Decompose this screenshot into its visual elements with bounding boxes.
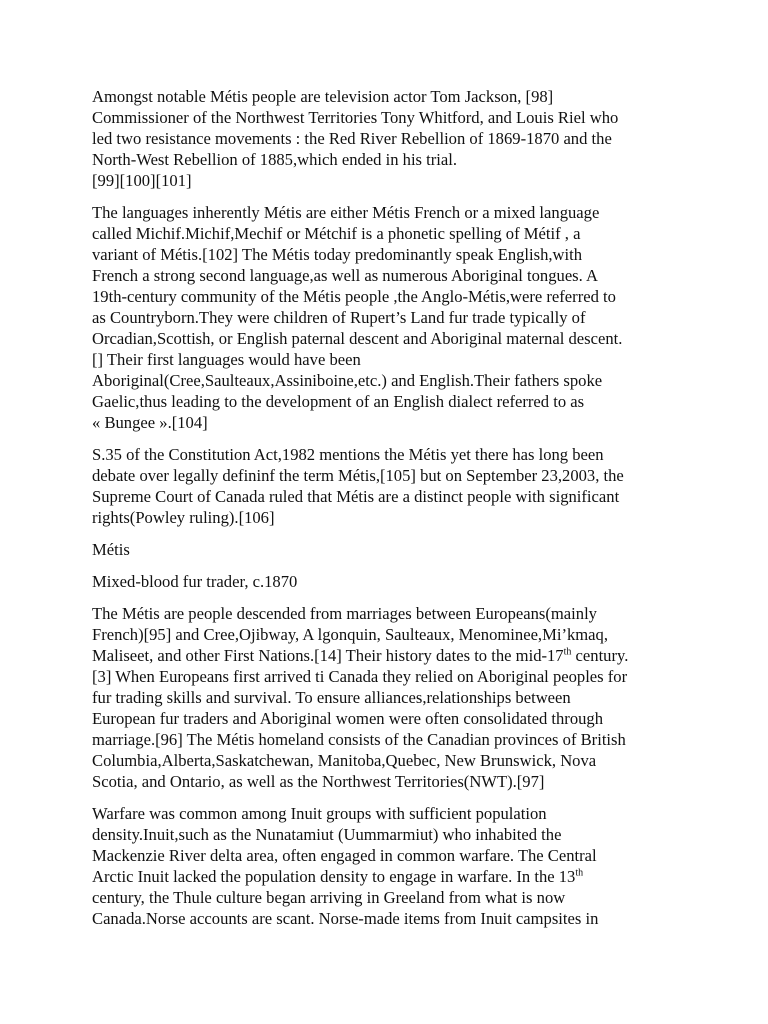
paragraph-caption: [92, 571, 692, 592]
text-line: European fur traders and Aboriginal women were often consolidated through: [92, 709, 604, 728]
text-line: The Métis are people descended from marriages between Europeans(mainly: [92, 604, 597, 623]
text-line: century, the Thule culture began arriving in Greeland from what is now: [92, 888, 566, 907]
text-line: Scotia, and Ontario, as well as the Northwest Territories(NWT).[97]: [92, 772, 545, 791]
text-line: « Bungee ».[104]: [92, 413, 208, 432]
text-line: Warfare was common among Inuit groups with sufficient population: [92, 804, 547, 823]
text-line: The languages inherently Métis are either Métis French or a mixed language: [92, 203, 600, 222]
paragraph-metis-heading: [92, 539, 692, 560]
text-run: century.: [571, 646, 629, 665]
text-line: led two resistance movements : the Red River Rebellion of 1869-1870 and the: [92, 129, 612, 148]
text-run: Maliseet, and other First Nations.[14] Their history dates to the mid-17: [92, 646, 564, 665]
text-line: as Countryborn.They were children of Rupert’s Land fur trade typically of: [92, 308, 586, 327]
text-line: [] Their first languages would have been: [92, 350, 361, 369]
text-line: French a strong second language,as well as numerous Aboriginal tongues. A: [92, 266, 599, 285]
text-line: [92, 866, 692, 887]
text-line: Columbia,Alberta,Saskatchewan, Manitoba,Quebec, New Brunswick, Nova: [92, 751, 597, 770]
text-line: debate over legally defininf the term Métis,[105] but on September 23,2003, the: [92, 466, 624, 485]
text-line: Gaelic,thus leading to the development of an English dialect referred to as: [92, 392, 585, 411]
text-line: [99][100][101]: [92, 171, 192, 190]
text-line: S.35 of the Constitution Act,1982 mentions the Métis yet there has long been: [92, 445, 604, 464]
text-line: Amongst notable Métis people are television actor Tom Jackson, [98]: [92, 87, 554, 106]
text-line: variant of Métis.[102] The Métis today predominantly speak English,with: [92, 245, 583, 264]
paragraph-inuit-warfare: [92, 803, 692, 929]
text-line: Métis: [92, 540, 130, 559]
text-line: Supreme Court of Canada ruled that Métis are a distinct people with significant: [92, 487, 620, 506]
paragraph-notable-metis: [92, 86, 692, 191]
text-line: density.Inuit,such as the Nunatamiut (Uummarmiut) who inhabited the: [92, 825, 562, 844]
text-line: [92, 645, 692, 666]
text-run: Arctic Inuit lacked the population density to engage in warfare. In the 13: [92, 867, 576, 886]
text-line: called Michif.Michif,Mechif or Métchif is a phonetic spelling of Métif , a: [92, 224, 581, 243]
text-line: rights(Powley ruling).[106]: [92, 508, 275, 527]
text-line: North-West Rebellion of 1885,which ended in his trial.: [92, 150, 458, 169]
text-line: 19th-century community of the Métis people ,the Anglo-Métis,were referred to: [92, 287, 616, 306]
text-line: Canada.Norse accounts are scant. Norse-made items from Inuit campsites in: [92, 909, 599, 928]
superscript: th: [563, 646, 572, 658]
text-line: Orcadian,Scottish, or English paternal descent and Aboriginal maternal descent.: [92, 329, 623, 348]
paragraph-languages: [92, 202, 692, 433]
document-page: [92, 86, 692, 940]
text-line: [3] When Europeans first arrived ti Canada they relied on Aboriginal peoples for: [92, 667, 628, 686]
paragraph-constitution: [92, 444, 692, 528]
text-line: French)[95] and Cree,Ojibway, A lgonquin, Saulteaux, Menominee,Mi’kmaq,: [92, 625, 608, 644]
paragraph-metis-origins: [92, 603, 692, 792]
text-line: marriage.[96] The Métis homeland consists of the Canadian provinces of British: [92, 730, 626, 749]
superscript: th: [575, 867, 584, 879]
text-line: Mackenzie River delta area, often engaged in common warfare. The Central: [92, 846, 597, 865]
text-line: Commissioner of the Northwest Territories Tony Whitford, and Louis Riel who: [92, 108, 619, 127]
text-line: Aboriginal(Cree,Saulteaux,Assiniboine,etc.) and English.Their fathers spoke: [92, 371, 603, 390]
text-line: Mixed-blood fur trader, c.1870: [92, 572, 298, 591]
text-line: fur trading skills and survival. To ensure alliances,relationships between: [92, 688, 571, 707]
